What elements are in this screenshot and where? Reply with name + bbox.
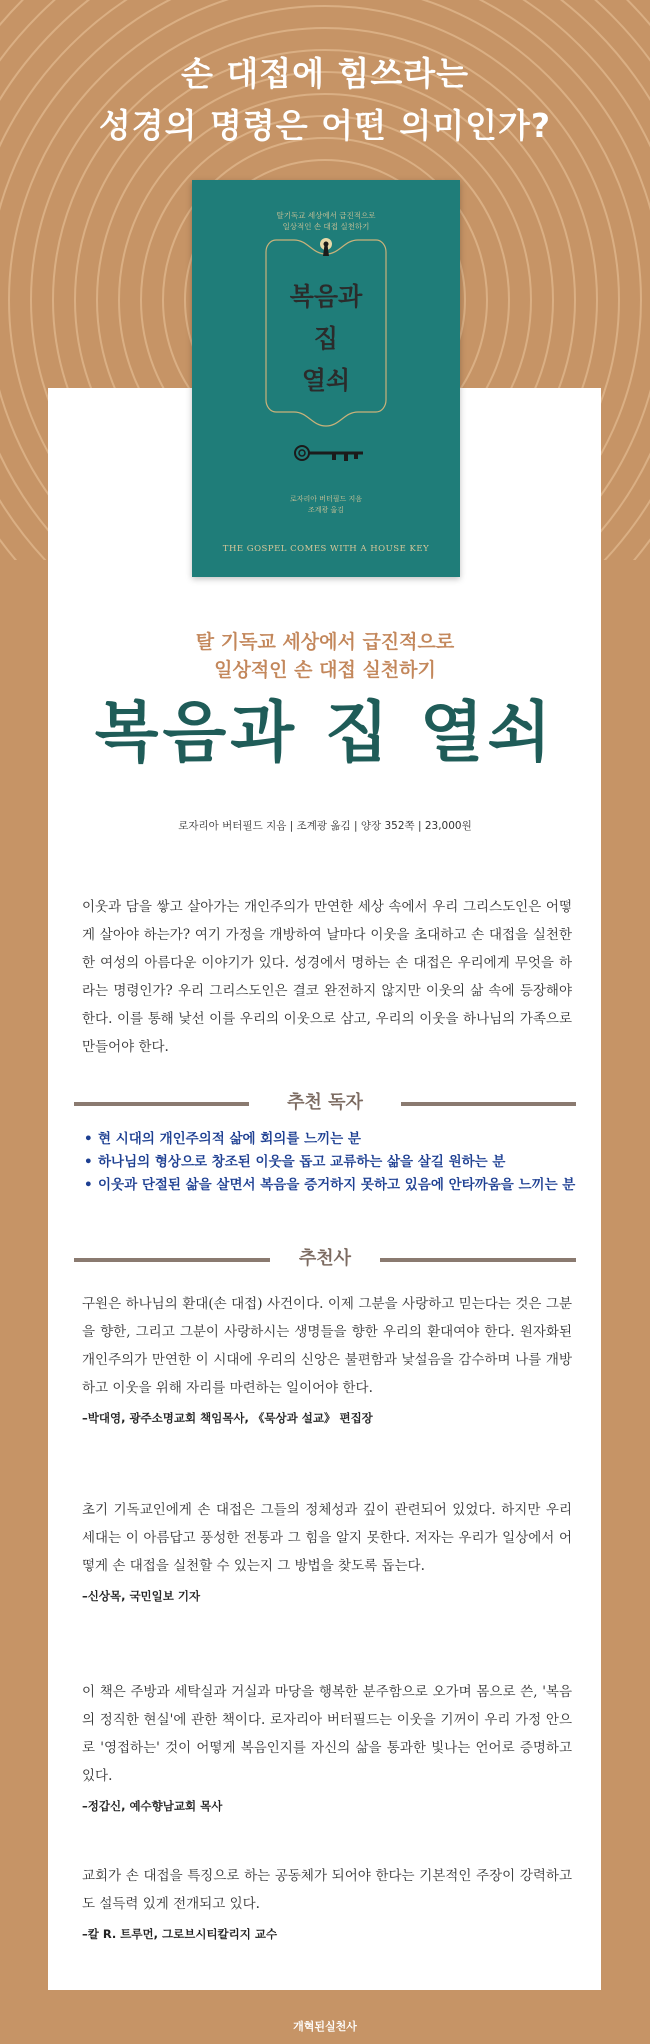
cover-top-text xyxy=(192,210,460,232)
main-headline xyxy=(0,48,650,152)
review-1 xyxy=(82,1290,572,1426)
recommended-readers-label: 추천 독자 xyxy=(287,1092,363,1113)
recommended-readers-list xyxy=(82,1128,582,1197)
cover-title-line-1: 복음과 xyxy=(289,282,363,311)
cover-title-line-2: 집 xyxy=(313,324,339,353)
cover-author: 로자리아 버터필드 지음 xyxy=(289,495,363,503)
headline-line-1: 손 대접에 힘쓰라는 xyxy=(180,54,469,93)
keyhole-icon xyxy=(316,236,336,262)
cover-top-line-1: 탈기독교 세상에서 급진적으로 xyxy=(276,211,376,220)
cover-english-title: THE GOSPEL COMES WITH A HOUSE KEY xyxy=(222,544,430,554)
tagline xyxy=(0,628,650,684)
cover-top-line-2: 일상적인 손 대접 실천하기 xyxy=(282,222,370,231)
key-icon xyxy=(292,442,372,464)
book-meta: 로자리아 버터필드 지음 | 조계광 옮김 | 양장 352쪽 | 23,000원 xyxy=(178,820,472,832)
recommended-readers-heading xyxy=(74,1088,576,1118)
review-2 xyxy=(82,1496,572,1604)
review-4 xyxy=(82,1862,572,1942)
cover-translator: 조계광 옮김 xyxy=(307,506,345,514)
tagline-line-1: 탈 기독교 세상에서 급진적으로 xyxy=(195,631,455,653)
review-source: –신상목, 국민일보 기자 xyxy=(82,1589,201,1603)
review-source: –칼 R. 트루먼, 그로브시티칼리지 교수 xyxy=(82,1927,278,1941)
cover-authors xyxy=(192,494,460,516)
review-quote: 구원은 하나님의 환대(손 대접) 사건이다. 이제 그분을 사랑하고 믿는다는 것은 그분을 향한, 그리고 그분이 사랑하시는 생명들을 향한 우리의 환대여야 한다. 원자화된 개인주의가 만연한 이 시대에 우리의 신앙은 불편함과 낯설음을 감수하며 나를 개방하고 이웃을 위해 자리를 마련하는 일이어야 한다. xyxy=(82,1296,572,1396)
review-source: –박대영, 광주소명교회 책임목사, 《묵상과 설교》 편집장 xyxy=(82,1411,373,1425)
review-3 xyxy=(82,1678,572,1814)
intro-paragraph: 이웃과 담을 쌓고 살아가는 개인주의가 만연한 세상 속에서 우리 그리스도인은 어떻게 살아야 하는가? 여기 가정을 개방하여 날마다 이웃을 초대하고 손 대접을 실천한 한 여성의 아름다운 이야기가 있다. 성경에서 명하는 손 대접은 우리에게 무엇을 하라는 명령인가? 우리 그리스도인은 결코 완전하지 않지만 이웃의 삶 속에 등장해야 한다. 이를 통해 낯선 이를 우리의 이웃으로 삼고, 우리의 이웃을 하나님의 가족으로 만들어야 한다. xyxy=(82,899,572,1055)
review-quote: 초기 기독교인에게 손 대접은 그들의 정체성과 깊이 관련되어 있었다. 하지만 우리 세대는 이 아름답고 풍성한 전통과 그 힘을 알지 못한다. 저자는 우리가 일상에서 어떻게 손 대접을 실천할 수 있는지 그 방법을 찾도록 돕는다. xyxy=(82,1502,572,1574)
reviews-heading xyxy=(74,1244,576,1274)
list-item: • 하나님의 형상으로 창조된 이웃을 돕고 교류하는 삶을 살길 원하는 분 xyxy=(82,1151,582,1174)
book-cover xyxy=(192,180,460,577)
list-item: • 이웃과 단절된 삶을 살면서 복음을 증거하지 못하고 있음에 안타까움을 느끼는 분 xyxy=(82,1174,582,1197)
cover-title xyxy=(192,276,460,402)
tagline-line-2: 일상적인 손 대접 실천하기 xyxy=(214,659,436,681)
headline-line-2: 성경의 명령은 어떤 의미인가? xyxy=(98,106,552,145)
review-quote: 교회가 손 대접을 특징으로 하는 공동체가 되어야 한다는 기본적인 주장이 강력하고도 설득력 있게 전개되고 있다. xyxy=(82,1868,572,1912)
reviews-label: 추천사 xyxy=(298,1248,352,1269)
publisher-logo: 개혁된실천사 xyxy=(293,2020,357,2033)
cover-title-line-3: 열쇠 xyxy=(301,366,351,395)
list-item: • 현 시대의 개인주의적 삶에 회의를 느끼는 분 xyxy=(82,1128,582,1151)
book-title: 복음과 집 열쇠 xyxy=(94,694,556,771)
review-source: –정갑신, 예수향남교회 목사 xyxy=(82,1799,223,1813)
review-quote: 이 책은 주방과 세탁실과 거실과 마당을 행복한 분주함으로 오가며 몸으로 쓴, '복음의 정직한 현실'에 관한 책이다. 로자리아 버터필드는 이웃을 기꺼이 우리 가정 안으로 '영접하는' 것이 어떻게 복음인지를 자신의 삶을 통과한 빛나는 언어로 증명하고 있다. xyxy=(82,1684,572,1784)
